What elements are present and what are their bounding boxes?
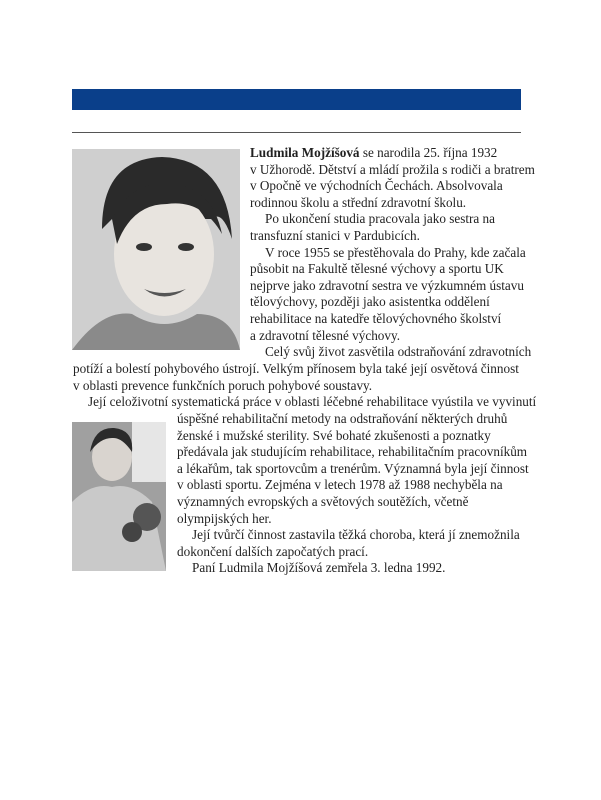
paragraph-line (250, 228, 420, 245)
line-text: Celý svůj život zasvětila odstraňování zdravotních (265, 344, 532, 360)
line-text: v oblasti prevence funkčních poruch pohybové soustavy. (73, 377, 373, 393)
photo-with-flowers (72, 422, 166, 571)
line-text: předávala jak studujícím rehabilitace, rehabilitačním pracovníkům (177, 444, 528, 460)
line-text: v Užhorodě. Dětství a mládí prožila s rodiči a bratrem (250, 161, 535, 177)
line-text: rodinnou školu a střední zdravotní školu. (250, 194, 467, 210)
paragraph-line (177, 428, 491, 445)
paragraph-line (88, 394, 536, 411)
line-text: dokončení dalších započatých prací. (177, 543, 369, 559)
line-text: ženské i mužské sterility. Své bohaté zkušenosti a poznatky (177, 427, 491, 443)
person-name: Ludmila Mojžíšová (250, 145, 360, 160)
paragraph-line (265, 344, 531, 361)
paragraph-line (177, 444, 527, 461)
line-text: V roce 1955 se přestěhovala do Prahy, kde začala (265, 244, 526, 260)
paragraph-line (250, 145, 497, 162)
portrait-photo (72, 149, 240, 350)
line-text: nejprve jako zdravotní sestra ve výzkumném ústavu (250, 277, 524, 293)
paragraph-line (192, 527, 520, 544)
paragraph-line (177, 494, 469, 511)
paragraph-line (250, 294, 490, 311)
paragraph-line (250, 178, 503, 195)
line-text: se narodila 25. října 1932 (359, 145, 498, 160)
line-text: tělovýchovy, později jako asistentka oddělení (250, 294, 490, 310)
paragraph-line (177, 411, 507, 428)
paragraph-line (192, 560, 445, 577)
header-bar (72, 89, 521, 110)
paragraph-line (177, 477, 503, 494)
line-text: v Opočně ve východních Čechách. Absolvovala (250, 178, 503, 194)
paragraph-line (250, 328, 400, 345)
paragraph-line (250, 278, 524, 295)
paragraph-line (73, 378, 372, 395)
divider-rule (72, 132, 521, 133)
line-text: Její celoživotní systematická práce v oblasti léčebné rehabilitace vyústila ve vyvinutí (88, 394, 537, 410)
paragraph-line (265, 211, 495, 228)
paragraph-line (250, 261, 504, 278)
line-text: v oblasti sportu. Zejména v letech 1978 až 1988 nechyběla na (177, 477, 503, 493)
paragraph-line (73, 361, 519, 378)
paragraph-line (250, 162, 535, 179)
paragraph-line (265, 245, 526, 262)
line-text: olympijských her. (177, 510, 272, 526)
line-text: a lékařům, tak sportovcům a trenérům. Významná byla její činnost (177, 460, 529, 476)
paragraph-line (177, 544, 368, 561)
paragraph-line (177, 461, 529, 478)
line-text: rehabilitace na katedře tělovýchovného školství (250, 311, 502, 326)
line-text: Její tvůrčí činnost zastavila těžká choroba, která jí znemožnila (192, 527, 520, 543)
line-text: Po ukončení studia pracovala jako sestra na (265, 211, 495, 227)
line-text: úspěšné rehabilitační metody na odstraňování některých druhů (177, 411, 508, 426)
paragraph-line (250, 195, 466, 212)
line-text: působit na Fakultě tělesné výchovy a sportu UK (250, 261, 504, 277)
line-text: transfuzní stanici v Pardubicích. (250, 228, 420, 243)
line-text: a zdravotní tělesné výchovy. (250, 327, 401, 343)
line-text: Paní Ludmila Mojžíšová zemřela 3. ledna 1992. (192, 560, 446, 576)
paragraph-line (177, 511, 272, 528)
line-text: významných evropských a světových soutěžích, včetně (177, 494, 469, 509)
line-text: potíží a bolestí pohybového ústrojí. Velkým přínosem byla také její osvětová činnost (73, 361, 519, 376)
paragraph-line (250, 311, 501, 328)
